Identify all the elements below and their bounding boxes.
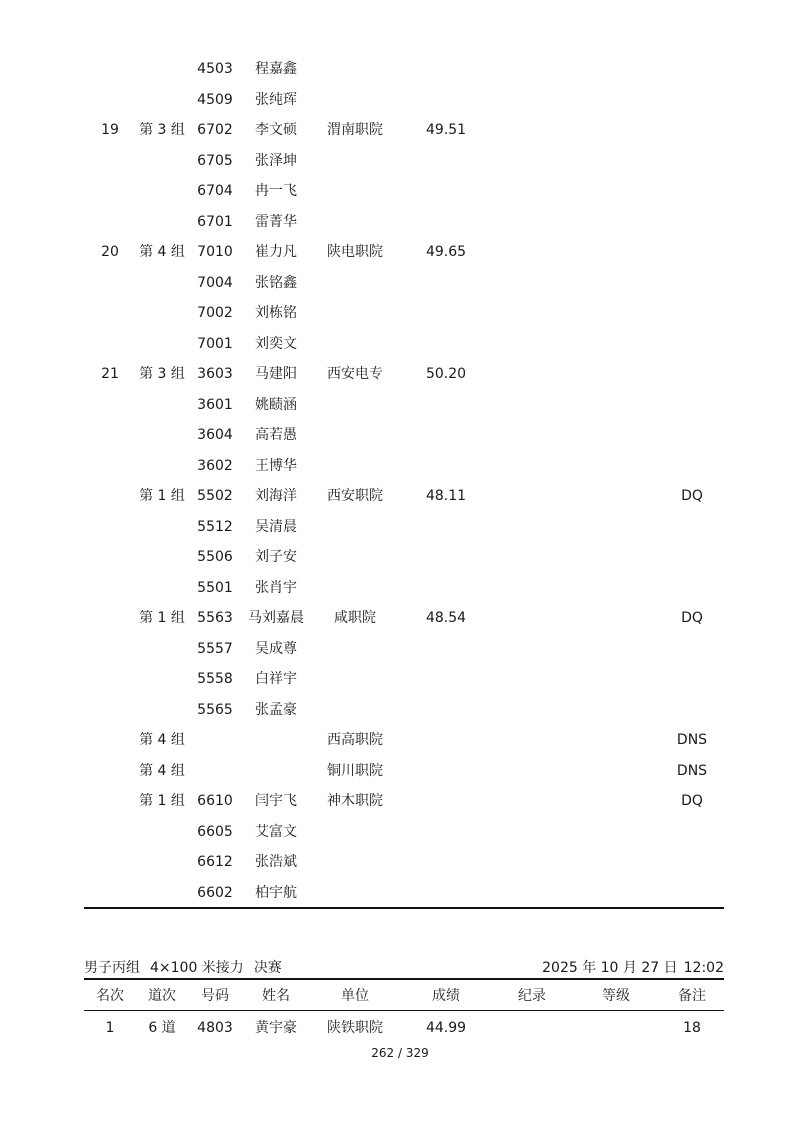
row-rank: 19 (101, 122, 119, 138)
row-number: 3603 (197, 366, 233, 382)
event-datetime (542, 958, 724, 978)
header-record: 纪录 (518, 988, 546, 1004)
row-name: 柏宇航 (255, 884, 297, 901)
table-row (0, 334, 800, 354)
event-round: 决赛 (253, 960, 282, 976)
event-group: 男子丙组 (84, 960, 140, 976)
row-rank: 1 (105, 1020, 115, 1036)
row-number: 3604 (197, 427, 233, 443)
row-unit: 铜川职院 (327, 762, 383, 779)
row-name: 张肖宇 (255, 579, 297, 596)
row-number: 6704 (197, 183, 233, 199)
row-number: 4803 (197, 1020, 233, 1036)
row-score: 49.51 (425, 122, 467, 138)
row-unit: 西高职院 (327, 732, 383, 748)
row-unit: 西安职院 (327, 488, 383, 504)
row-unit: 陕电职院 (327, 244, 383, 260)
table-row (0, 303, 800, 323)
section-end-rule (84, 907, 724, 909)
header-lane: 道次 (148, 988, 176, 1004)
row-number: 5558 (197, 671, 233, 687)
table-row (0, 59, 800, 79)
row-name: 闫宇飞 (255, 793, 297, 809)
row-name: 雷菁华 (255, 213, 297, 230)
row-name: 崔力凡 (255, 244, 297, 260)
row-number: 7010 (197, 244, 233, 260)
row-name: 刘子安 (255, 549, 297, 565)
row-group: 第 4 组 (139, 762, 185, 779)
header-name: 姓名 (262, 988, 290, 1004)
table-row (0, 120, 800, 140)
row-number: 5557 (197, 640, 233, 657)
row-score: 48.54 (425, 610, 467, 626)
table-row (0, 181, 800, 201)
table-row (0, 1018, 800, 1038)
row-rank: 20 (101, 244, 119, 260)
row-score: 44.99 (425, 1020, 467, 1036)
row-number: 6702 (197, 122, 233, 138)
table-row (0, 517, 800, 537)
table-row (0, 486, 800, 506)
row-name: 刘奕文 (255, 335, 297, 352)
row-unit: 咸职院 (334, 610, 376, 626)
row-score: 50.20 (425, 366, 467, 382)
row-name: 艾富文 (255, 823, 297, 840)
row-number: 6605 (197, 823, 233, 840)
row-number: 4503 (197, 61, 233, 77)
page-number: 262 / 329 (371, 1046, 429, 1060)
table-row (0, 578, 800, 598)
row-unit: 陕铁职院 (327, 1020, 383, 1036)
row-name: 张纯珲 (255, 91, 297, 108)
table-row (0, 822, 800, 842)
table-row (0, 212, 800, 232)
row-group: 第 1 组 (139, 488, 185, 504)
row-group: 第 1 组 (139, 610, 185, 626)
header-bottom-rule (84, 1010, 724, 1011)
event-title (84, 958, 288, 978)
table-row (0, 700, 800, 720)
row-number: 6610 (197, 793, 233, 809)
header-rank: 名次 (96, 988, 124, 1004)
table-row (0, 791, 800, 811)
row-note: DQ (681, 488, 703, 504)
row-number: 5512 (197, 518, 233, 535)
row-note: 18 (683, 1020, 701, 1036)
table-row (0, 730, 800, 750)
header-top-rule (84, 978, 724, 980)
row-unit: 西安电专 (327, 366, 383, 382)
row-note: DQ (681, 793, 703, 809)
row-group: 第 1 组 (139, 793, 185, 809)
row-score: 49.65 (425, 244, 467, 260)
row-number: 5501 (197, 579, 233, 596)
row-name: 白祥宇 (255, 671, 297, 687)
row-name: 冉一飞 (255, 183, 297, 199)
table-row (0, 273, 800, 293)
table-row (0, 90, 800, 110)
row-number: 4509 (197, 91, 233, 108)
row-unit: 渭南职院 (327, 122, 383, 138)
row-name: 张铭鑫 (255, 274, 297, 291)
row-name: 姚赜涵 (255, 396, 297, 413)
row-group: 第 3 组 (139, 366, 185, 382)
header-number: 号码 (201, 988, 229, 1004)
row-number: 5563 (197, 610, 233, 626)
header-note: 备注 (678, 988, 706, 1004)
row-number: 5565 (197, 701, 233, 718)
event-race: 4×100 米接力 (150, 960, 244, 976)
table-row (0, 852, 800, 872)
row-number: 7001 (197, 335, 233, 352)
table-row (0, 425, 800, 445)
row-name: 李文硕 (255, 122, 297, 138)
row-name: 刘海洋 (255, 488, 297, 504)
row-name: 吴清晨 (255, 518, 297, 535)
row-number: 7002 (197, 305, 233, 321)
row-name: 黄宇豪 (255, 1020, 297, 1036)
row-lane: 6 道 (148, 1020, 176, 1036)
row-number: 7004 (197, 274, 233, 291)
row-name: 马建阳 (255, 366, 297, 382)
table-row (0, 639, 800, 659)
row-number: 3602 (197, 457, 233, 474)
row-number: 6705 (197, 152, 233, 169)
row-group: 第 4 组 (139, 244, 185, 260)
row-group: 第 4 组 (139, 732, 185, 748)
row-number: 5502 (197, 488, 233, 504)
row-group: 第 3 组 (139, 122, 185, 138)
row-number: 6701 (197, 213, 233, 230)
row-rank: 21 (101, 366, 119, 382)
row-name: 张浩斌 (255, 854, 297, 870)
row-number: 3601 (197, 396, 233, 413)
row-name: 马刘嘉晨 (248, 610, 304, 626)
table-row (0, 456, 800, 476)
row-name: 吴成尊 (255, 640, 297, 657)
header-grade: 等级 (602, 988, 630, 1004)
event-time: 12:02 (683, 960, 724, 976)
row-note: DNS (676, 762, 708, 779)
row-name: 刘栋铭 (255, 305, 297, 321)
row-note: DQ (681, 610, 703, 626)
table-row (0, 761, 800, 781)
row-number: 5506 (197, 549, 233, 565)
table-row (0, 242, 800, 262)
header-score: 成绩 (432, 988, 460, 1004)
row-name: 程嘉鑫 (255, 61, 297, 77)
table-row (0, 883, 800, 903)
row-name: 王博华 (255, 457, 297, 474)
row-number: 6602 (197, 884, 233, 901)
row-name: 高若愚 (255, 427, 297, 443)
row-unit: 神木职院 (327, 793, 383, 809)
table-row (0, 395, 800, 415)
table-row (0, 608, 800, 628)
table-header (0, 986, 800, 1006)
row-note: DNS (676, 732, 708, 748)
row-name: 张孟豪 (255, 701, 297, 718)
event-date: 2025 年 10 月 27 日 (542, 960, 678, 976)
table-row (0, 151, 800, 171)
table-row (0, 547, 800, 567)
table-row (0, 669, 800, 689)
row-number: 6612 (197, 854, 233, 870)
row-score: 48.11 (425, 488, 467, 504)
header-unit: 单位 (341, 988, 369, 1004)
row-name: 张泽坤 (255, 152, 297, 169)
table-row (0, 364, 800, 384)
